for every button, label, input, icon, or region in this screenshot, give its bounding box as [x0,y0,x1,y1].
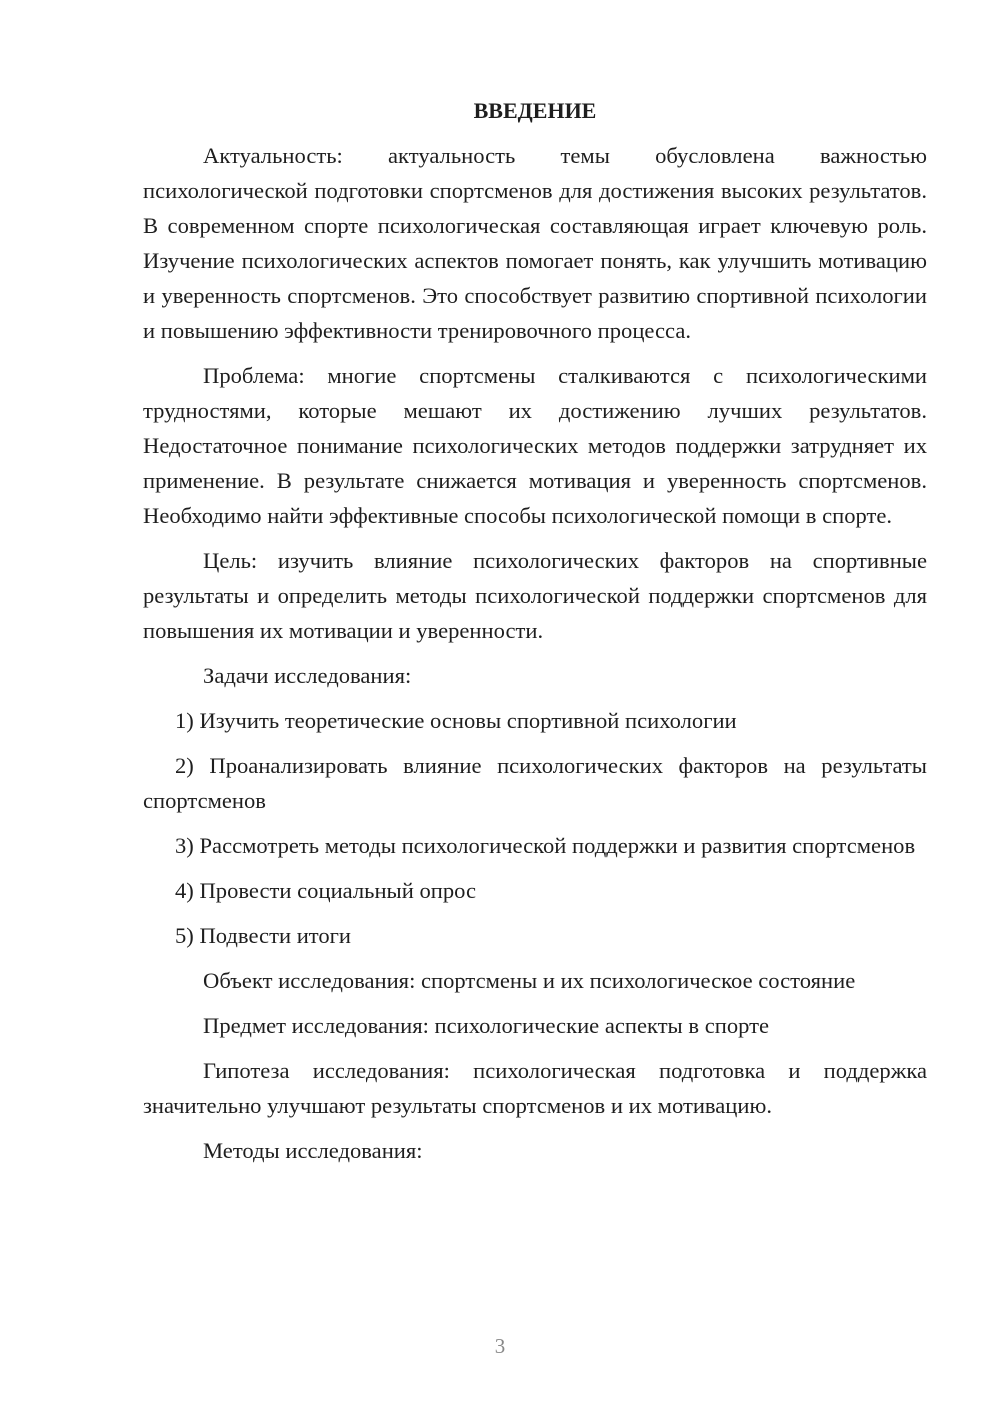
page-number: 3 [494,1334,506,1358]
methods-heading: Методы исследования: [203,1138,423,1163]
task-item-3: 3) Рассмотреть методы психологической поддержки и развития спортсменов [175,833,916,858]
task-item-2: 2) Проанализировать влияние психологических факторов на результаты спортсменов [143,753,927,813]
tasks-heading: Задачи исследования: [203,663,412,688]
paragraph-relevance: Актуальность: актуальность темы обусловлена важностью психологической подготовки спортсменов для достижения высоких результатов. В современном спорте психологическая составляющая играет ключевую роль. Изучение психологических аспектов помогает понять, как улучшить мотивацию и уверенность спортсменов. Это способствует развитию спортивной психологии и повышению эффективности тренировочного процесса. [143,143,927,343]
task-item-1: 1) Изучить теоретические основы спортивной психологии [175,708,737,733]
paragraph-goal: Цель: изучить влияние психологических факторов на спортивные результаты и определить методы психологической поддержки спортсменов для повышения их мотивации и уверенности. [143,548,927,643]
task-item-5: 5) Подвести итоги [175,923,352,948]
document-page [143,96,927,1178]
task-item-4: 4) Провести социальный опрос [175,878,477,903]
research-object: Объект исследования: спортсмены и их психологическое состояние [203,968,856,993]
page-title: ВВЕДЕНИЕ [473,98,597,123]
research-hypothesis: Гипотеза исследования: психологическая подготовка и поддержка значительно улучшают результаты спортсменов и их мотивацию. [143,1058,927,1118]
paragraph-problem: Проблема: многие спортсмены сталкиваются с психологическими трудностями, которые мешают их достижению лучших результатов. Недостаточное понимание психологических методов поддержки затрудняет их применение. В результате снижается мотивация и уверенность спортсменов. Необходимо найти эффективные способы психологической помощи в спорте. [143,363,927,528]
research-subject: Предмет исследования: психологические аспекты в спорте [203,1013,770,1038]
